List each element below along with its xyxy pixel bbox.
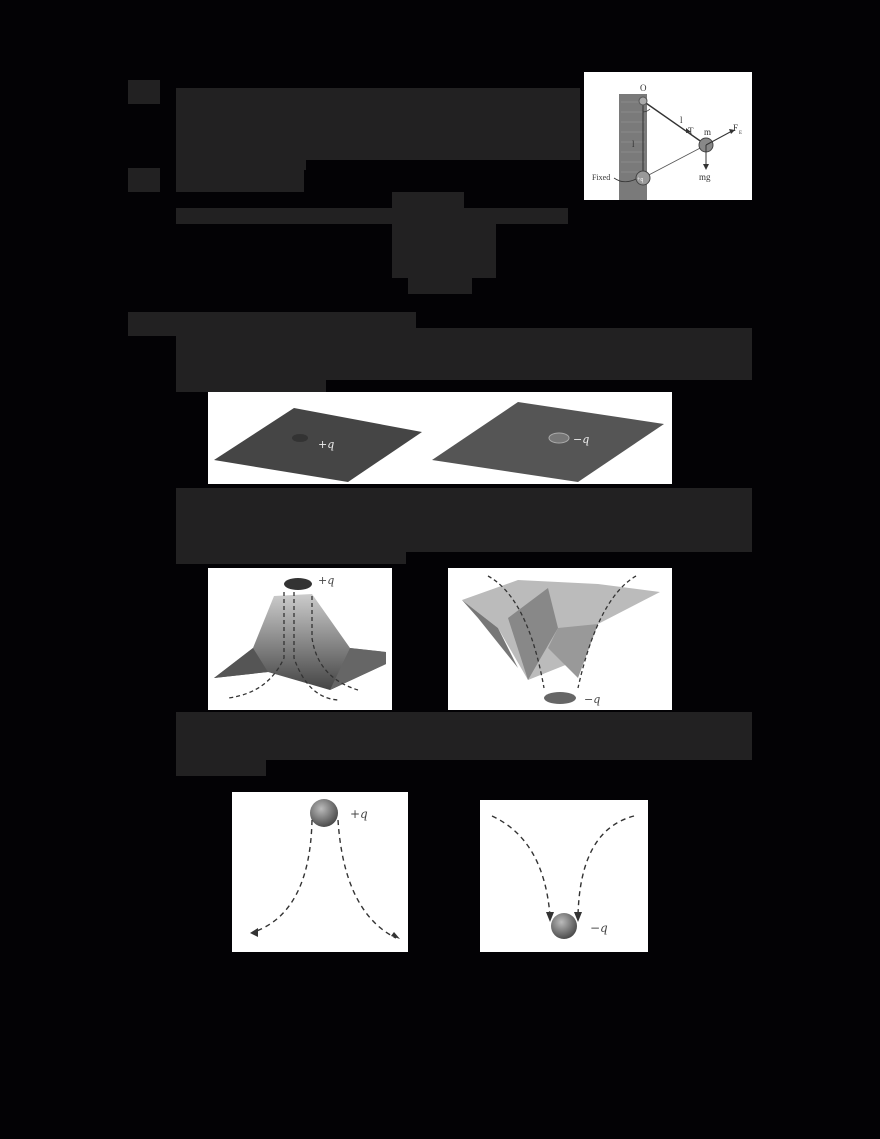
svg-text:l: l [632,139,635,149]
question-2-text [176,168,304,192]
redacted-figure [408,278,472,294]
flat-sheets-svg [208,392,672,484]
svg-text:Fixed: Fixed [592,173,611,182]
svg-text:−q: −q [584,693,601,706]
question-1-text [176,88,580,160]
attract-svg [480,800,648,952]
well-svg [448,568,672,710]
svg-text:+q: +q [350,807,368,821]
question-number-2 [128,168,160,192]
question-2-subtext [176,208,568,224]
potential-well-figure [448,568,672,710]
svg-text:O: O [640,83,647,93]
question-3-conclusion-text [176,712,752,760]
svg-text:+q: +q [318,438,335,451]
svg-text:l: l [680,115,683,125]
question-3-intro-text [176,328,752,380]
svg-text:E: E [739,131,743,136]
svg-text:mg: mg [699,172,711,182]
svg-text:−q: −q [590,921,608,935]
potential-hill-figure [208,568,392,710]
svg-text:m: m [704,127,712,137]
svg-text:F: F [733,123,739,133]
figure-caption [176,380,326,392]
hill-svg [208,568,392,710]
flat-sheets-figure [208,392,672,484]
redacted-figure [392,208,496,278]
svg-text:T: T [688,126,694,136]
question-3-body-text [176,488,752,552]
repulsion-path-figure [232,792,408,952]
figure-caption [176,552,406,564]
svg-text:+q: +q [637,177,644,183]
repel-svg [232,792,408,952]
svg-text:+q: +q [318,574,335,587]
pendulum-diagram [584,72,752,200]
redacted-figure [392,192,464,208]
question-3-conclusion-line [176,760,266,776]
question-number-1 [128,80,160,104]
attraction-path-figure [480,800,648,952]
pendulum-svg [584,72,752,200]
svg-text:−q: −q [573,433,590,446]
